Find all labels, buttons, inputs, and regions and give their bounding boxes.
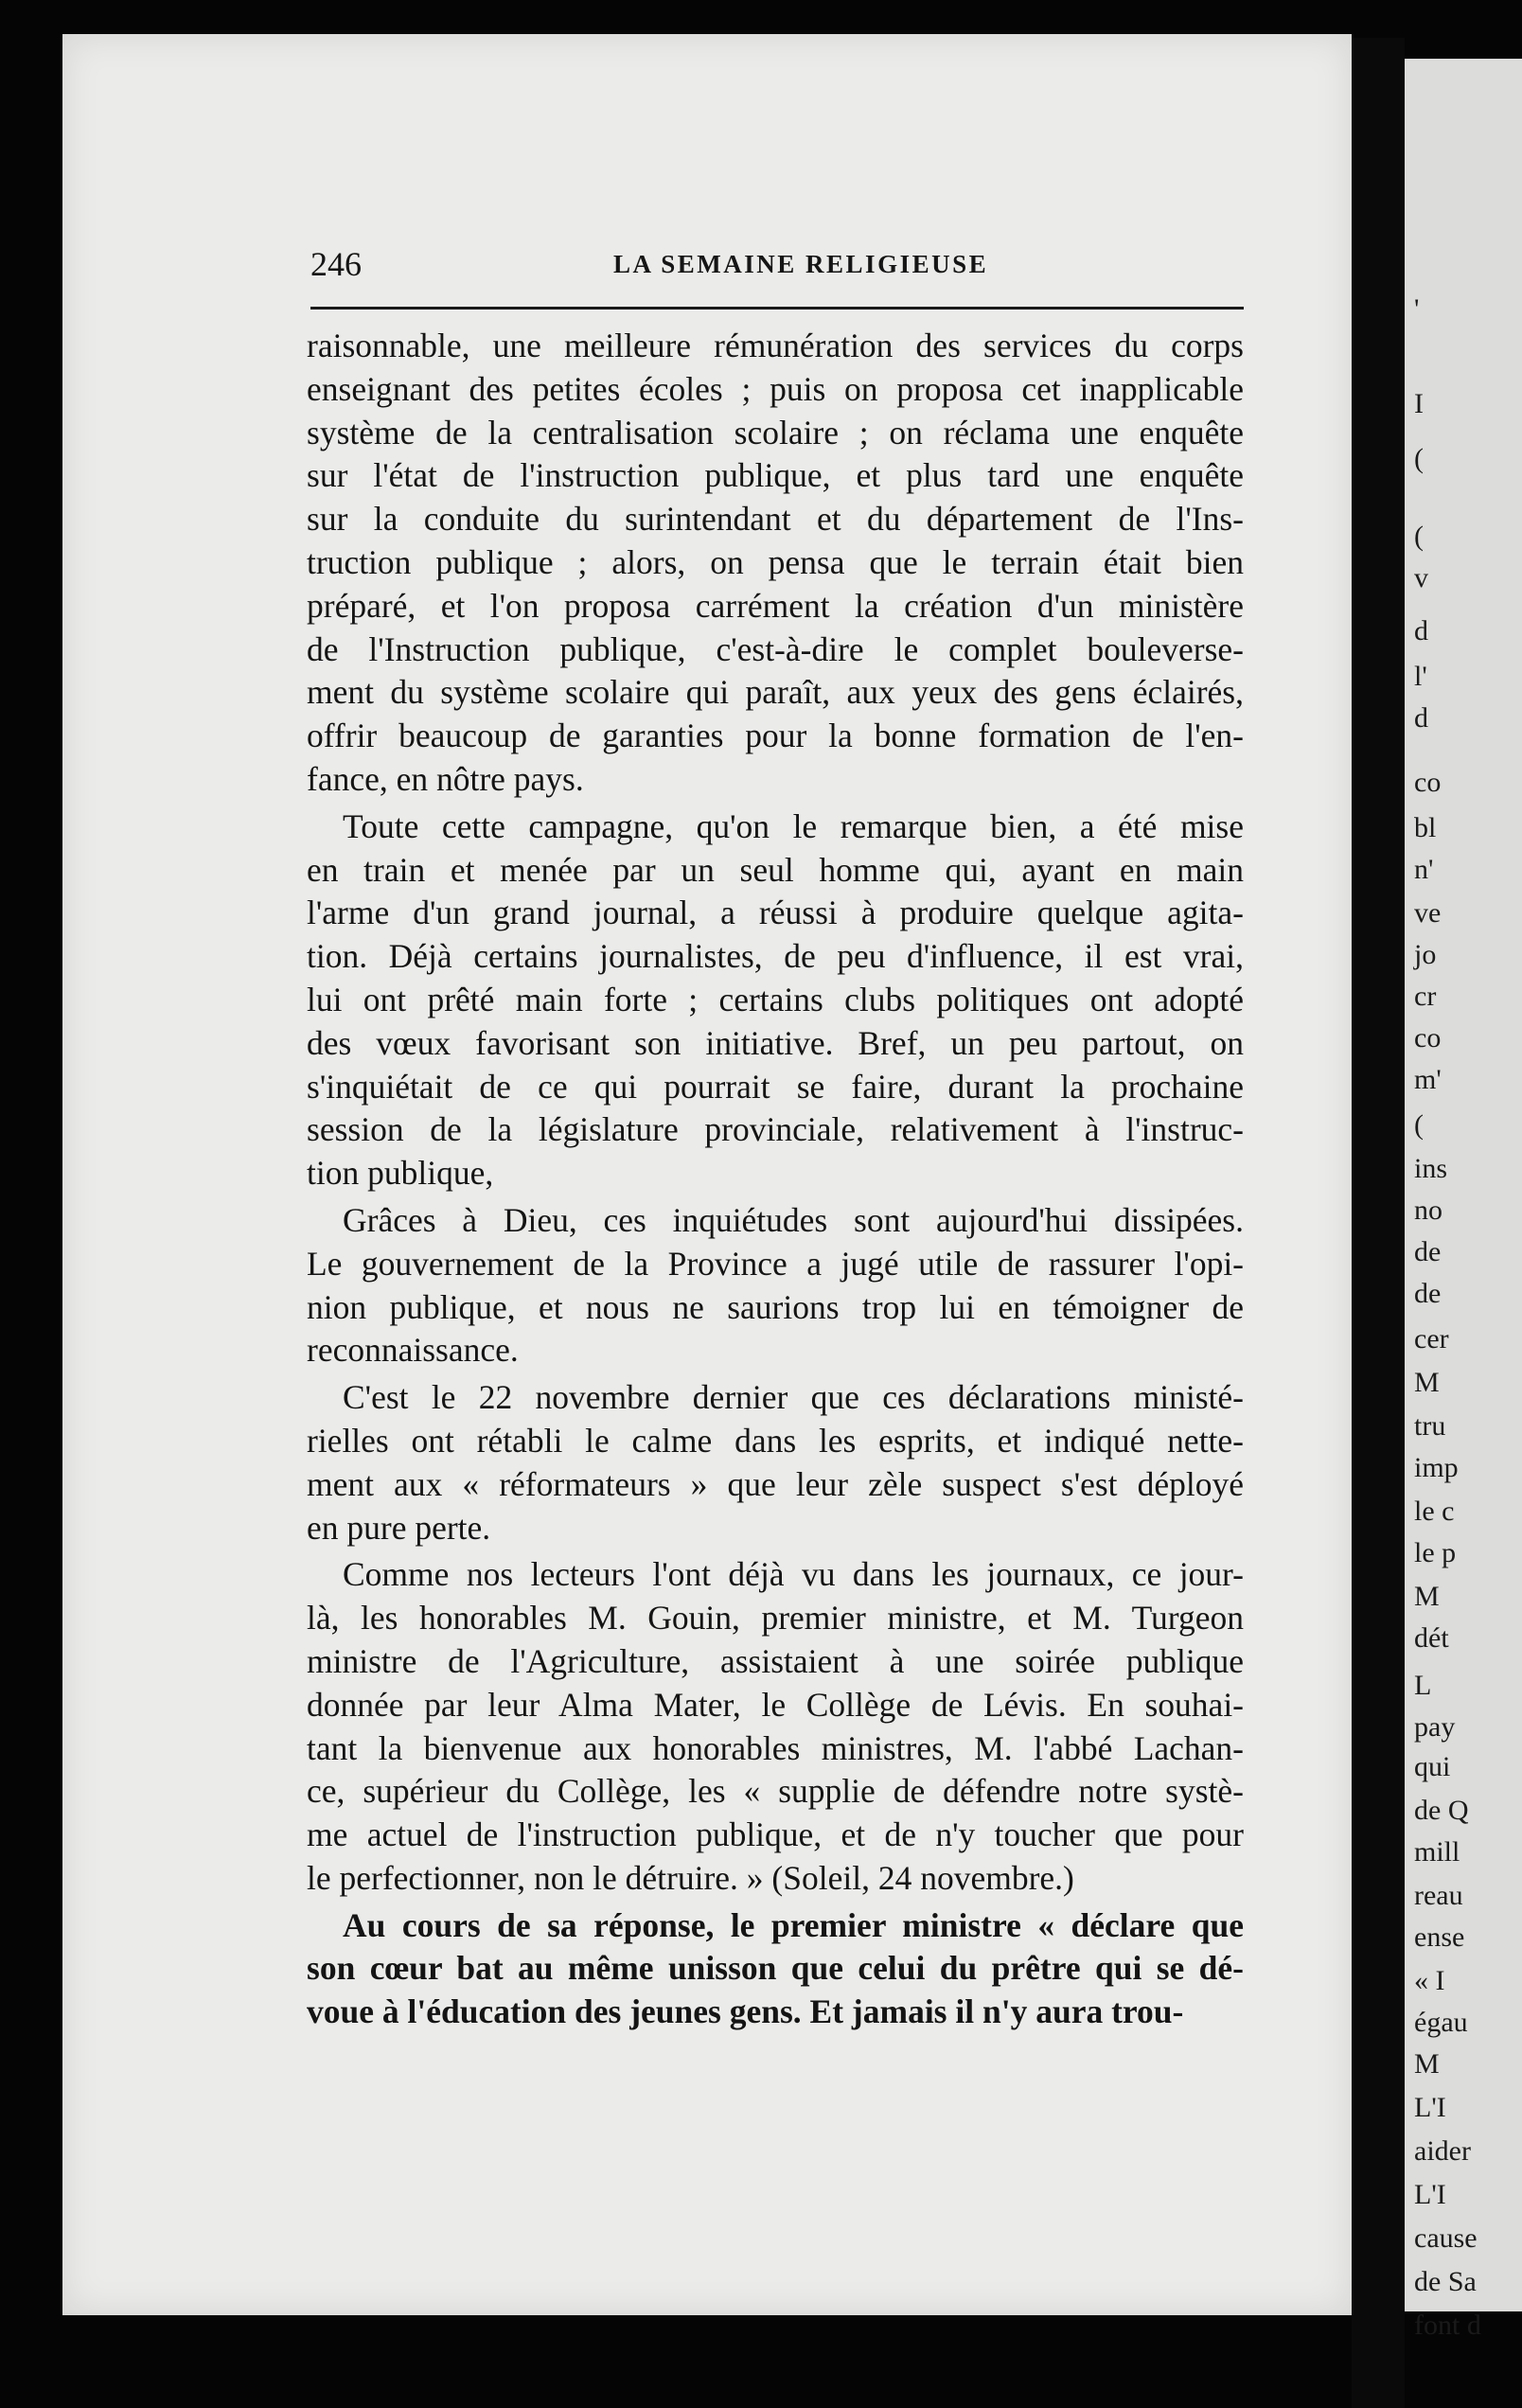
facing-page-fragment: reau — [1414, 1880, 1463, 1911]
facing-page-fragment: imp — [1414, 1452, 1459, 1483]
facing-page-fragment: cer — [1414, 1323, 1449, 1354]
text-line: l'arme d'un grand journal, a réussi à produire quelque agita- — [307, 894, 1244, 932]
text-line: session de la législature provinciale, relativement à l'instruc- — [307, 1110, 1244, 1149]
facing-page-fragment: bl — [1414, 812, 1437, 843]
text-line: ministre de l'Agriculture, assistaient à une soirée publique — [307, 1641, 1244, 1680]
text-line: tion. Déjà certains journalistes, de peu d'influence, il est vrai, — [307, 937, 1244, 976]
text-line: préparé, et l'on proposa carrément la création d'un ministère — [307, 586, 1244, 625]
text-line: C'est le 22 novembre dernier que ces déclarations ministé- — [343, 1378, 1244, 1417]
facing-page-fragment: le c — [1414, 1496, 1455, 1527]
facing-page-fragment: n' — [1414, 854, 1434, 885]
facing-page-fragment: ( — [1414, 521, 1424, 552]
facing-page-fragment: ense — [1414, 1921, 1465, 1953]
facing-page-fragment: L'I — [1414, 2179, 1446, 2210]
facing-page-fragment: L — [1414, 1670, 1432, 1701]
text-line: s'inquiétait de ce qui pourrait se faire, durant la prochaine — [307, 1067, 1244, 1106]
facing-page-fragment: font d — [1414, 2310, 1481, 2341]
text-line: enseignant des petites écoles ; puis on proposa cet inapplicable — [307, 369, 1244, 408]
facing-page-fragment: de Q — [1414, 1795, 1469, 1826]
text-line: de l'Instruction publique, c'est-à-dire le complet bouleverse- — [307, 629, 1244, 668]
facing-page-fragment: de Sa — [1414, 2266, 1477, 2297]
text-line: offrir beaucoup de garanties pour la bonne formation de l'en- — [307, 717, 1244, 755]
text-line: Le gouvernement de la Province a jugé utile de rassurer l'opi- — [307, 1244, 1244, 1283]
facing-page-fragment: m' — [1414, 1064, 1442, 1095]
text-line: Au cours de sa réponse, le premier ministre « déclare que — [343, 1905, 1244, 1944]
facing-page-fragment: v — [1414, 562, 1428, 593]
text-line: truction publique ; alors, on pensa que le terrain était bien — [307, 542, 1244, 581]
paragraph — [307, 1904, 1244, 2034]
text-line: me actuel de l'instruction publique, et de n'y toucher que pour — [307, 1815, 1244, 1854]
text-line: rielles ont rétabli le calme dans les esprits, et indiqué nette- — [307, 1421, 1244, 1460]
facing-page-fragment: de — [1414, 1278, 1442, 1309]
facing-page-fragment: pay — [1414, 1711, 1456, 1743]
facing-page-fragment: qui — [1414, 1751, 1451, 1782]
facing-page-fragment: « I — [1414, 1965, 1445, 1996]
facing-page-fragment: mill — [1414, 1836, 1460, 1868]
facing-page-fragment: co — [1414, 1022, 1442, 1054]
paragraph — [307, 806, 1244, 1195]
facing-page-fragment: l' — [1414, 661, 1427, 692]
facing-page-fragment: M — [1414, 1367, 1440, 1398]
paragraph — [307, 1376, 1244, 1549]
text-line: tion publique, — [307, 1154, 494, 1193]
text-line: ment aux « réformateurs » que leur zèle suspect s'est déployé — [307, 1464, 1244, 1503]
facing-page-fragment: jo — [1414, 939, 1437, 970]
facing-page-fragment: ( — [1414, 1109, 1424, 1141]
page-header — [310, 244, 1257, 292]
text-line: raisonnable, une meilleure rémunération des services du corps — [307, 327, 1244, 364]
facing-page-fragment: L'I — [1414, 2092, 1446, 2123]
text-line: ce, supérieur du Collège, les « supplie de défendre notre systè- — [307, 1772, 1244, 1811]
facing-page-fragment: dét — [1414, 1622, 1449, 1654]
text-line: reconnaissance. — [307, 1331, 519, 1370]
facing-page-fragment: cause — [1414, 2222, 1478, 2254]
facing-page-fragment: de — [1414, 1236, 1442, 1267]
text-line: ment du système scolaire qui paraît, aux yeux des gens éclairés, — [307, 673, 1244, 712]
body-text — [307, 325, 1244, 2034]
text-line: Toute cette campagne, qu'on le remarque bien, a été mise — [343, 806, 1244, 845]
facing-page-fragment: ( — [1414, 443, 1424, 474]
facing-page-fragment: no — [1414, 1195, 1442, 1226]
facing-page-fragment: ' — [1414, 293, 1420, 325]
paragraph — [307, 1199, 1244, 1372]
text-line: sur la conduite du surintendant et du département de l'Ins- — [307, 500, 1244, 539]
facing-page-fragment: co — [1414, 767, 1442, 798]
text-line: Comme nos lecteurs l'ont déjà vu dans les journaux, ce jour- — [343, 1555, 1244, 1594]
text-line: le perfectionner, non le détruire. » (Soleil, 24 novembre.) — [307, 1858, 1074, 1897]
running-title: LA SEMAINE RELIGIEUSE — [613, 250, 989, 278]
page-gutter — [1352, 38, 1405, 2408]
text-line: en train et menée par un seul homme qui, ayant en main — [307, 850, 1244, 889]
facing-page-fragment: d — [1414, 702, 1428, 734]
text-line: son cœur bat au même unisson que celui du prêtre qui se dé- — [307, 1949, 1244, 1988]
text-line: sur l'état de l'instruction publique, et plus tard une enquête — [307, 456, 1244, 495]
text-line: système de la centralisation scolaire ; on réclama une enquête — [307, 413, 1244, 452]
text-line: des vœux favorisant son initiative. Bref, un peu partout, on — [307, 1023, 1244, 1062]
facing-page-fragment: d — [1414, 615, 1428, 646]
text-line: lui ont prêté main forte ; certains clubs politiques ont adopté — [307, 980, 1244, 1018]
text-line: là, les honorables M. Gouin, premier ministre, et M. Turgeon — [307, 1599, 1244, 1638]
facing-page-fragment: M — [1414, 1581, 1440, 1612]
facing-page-fragment: cr — [1414, 981, 1437, 1012]
facing-page-fragment: ve — [1414, 897, 1442, 929]
text-line: tant la bienvenue aux honorables ministres, M. l'abbé Lachan- — [307, 1728, 1244, 1767]
facing-page-fragment: le p — [1414, 1537, 1457, 1568]
paragraph — [307, 325, 1244, 802]
facing-page-fragment: égau — [1414, 2007, 1468, 2038]
paragraph — [307, 1553, 1244, 1900]
text-line: en pure perte. — [307, 1508, 491, 1547]
page-number: 246 — [310, 245, 362, 283]
facing-page-fragment: M — [1414, 2048, 1440, 2080]
facing-page-fragment: aider — [1414, 2135, 1471, 2167]
header-rule — [310, 307, 1244, 310]
text-line: donnée par leur Alma Mater, le Collège de Lévis. En souhai- — [307, 1685, 1244, 1724]
facing-page-fragment: I — [1414, 388, 1424, 419]
text-line: Grâces à Dieu, ces inquiétudes sont aujourd'hui dissipées. — [343, 1200, 1244, 1239]
facing-page-fragment: tru — [1414, 1410, 1446, 1442]
text-line: fance, en nôtre pays. — [307, 759, 584, 798]
text-line: nion publique, et nous ne saurions trop lui en témoigner de — [307, 1287, 1244, 1326]
facing-page-fragment: ins — [1414, 1153, 1448, 1184]
facing-page — [1405, 59, 1522, 2341]
text-line: voue à l'éducation des jeunes gens. Et jamais il n'y aura trou- — [307, 1992, 1184, 2031]
